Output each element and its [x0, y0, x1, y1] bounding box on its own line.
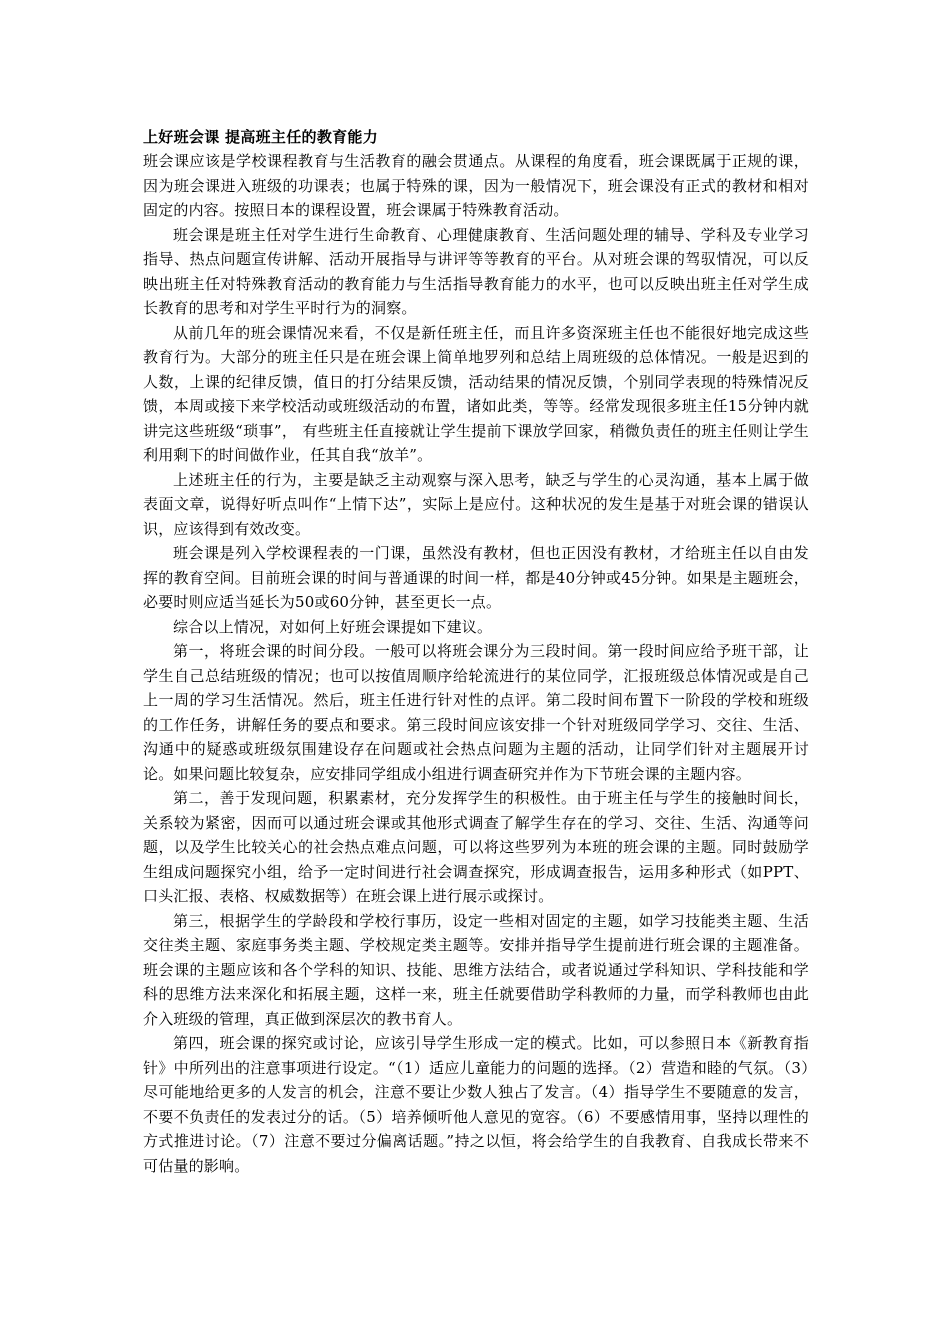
- document-title: 上好班会课 提高班主任的教育能力: [143, 128, 379, 146]
- paragraph-intro: 班会课应该是学校课程教育与生活教育的融会贯通点。从课程的角度看，班会课既属于正规的课，因为班会课进入班级的功课表；也属于特殊的课，因为一般情况下，班会课没有正式的教材和相对固定的内容。按照日本的课程设置，班会课属于特殊教育活动。: [143, 152, 809, 219]
- document-page: [143, 125, 809, 1178]
- paragraph-suggestion-4: 第四，班会课的探究或讨论，应该引导学生形成一定的模式。比如，可以参照日本《新教育指针》中所列出的注意事项进行设定。“（1）适应儿童能力的问题的选择。（2）营造和睦的气氛。（3）尽可能地给更多的人发言的机会，注意不要让少数人独占了发言。（4）指导学生不要随意的发言，不要不负责任的发表过分的话。（5）培养倾听他人意见的宽容。（6）不要感情用事，坚持以理性的方式推进讨论。（7）注意不要过分偏离话题。”持之以恒，将会给学生的自我教育、自我成长带来不可估量的影响。: [143, 1034, 809, 1175]
- paragraph: 上述班主任的行为，主要是缺乏主动观察与深入思考，缺乏与学生的心灵沟通，基本上属于做表面文章，说得好听点叫作“上情下达”，实际上是应付。这种状况的发生是基于对班会课的错误认识，应该得到有效改变。: [143, 470, 809, 538]
- paragraph: 综合以上情况，对如何上好班会课提如下建议。: [173, 617, 493, 636]
- paragraph-suggestion-1: 第一，将班会课的时间分段。一般可以将班会课分为三段时间。第一段时间应给予班干部，让学生自己总结班级的情况；也可以按值周顺序给轮流进行的某位同学，汇报班级总体情况或是自己上一周的学习生活情况。然后，班主任进行针对性的点评。第二段时间布置下一阶段的学校和班级的工作任务，讲解任务的要点和要求。第三段时间应该安排一个针对班级同学学习、交往、生活、沟通中的疑惑或班级氛围建设存在问题或社会热点问题为主题的活动，让同学们针对主题展开讨论。如果问题比较复杂，应安排同学组成小组进行调查研究并作为下节班会课的主题内容。: [143, 642, 809, 783]
- paragraph-suggestion-2: 第二，善于发现问题，积累素材，充分发挥学生的积极性。由于班主任与学生的接触时间长，关系较为紧密，因而可以通过班会课或其他形式调查了解学生存在的学习、交往、生活、沟通等问题，以及学生比较关心的社会热点难点问题，可以将这些罗列为本班的班会课的主题。同时鼓励学生组成问题探究小组，给予一定时间进行社会调查探究，形成调查报告，运用多种形式（如PPT、口头汇报、表格、权威数据等）在班会课上进行展示或探讨。: [143, 789, 809, 905]
- paragraph: 从前几年的班会课情况来看，不仅是新任班主任，而且许多资深班主任也不能很好地完成这些教育行为。大部分的班主任只是在班会课上简单地罗列和总结上周班级的总体情况。一般是迟到的人数，上课的纪律反馈，值日的打分结果反馈，活动结果的情况反馈，个别同学表现的特殊情况反馈，本周或接下来学校活动或班级活动的布置，诸如此类，等等。经常发现很多班主任15分钟内就讲完这些班级“琐事”， 有些班主任直接就让学生提前下课放学回家，稍微负责任的班主任则让学生利用剩下的时间做作业，任其自我“放羊”。: [143, 323, 809, 464]
- paragraph-suggestion-3: 第三，根据学生的学龄段和学校行事历，设定一些相对固定的主题，如学习技能类主题、生活交往类主题、家庭事务类主题、学校规定类主题等。安排并指导学生提前进行班会课的主题准备。班会课的主题应该和各个学科的知识、技能、思维方法结合，或者说通过学科知识、学科技能和学科的思维方法来深化和拓展主题，这样一来，班主任就要借助学科教师的力量，而学科教师也由此介入班级的管理，真正做到深层次的教书育人。: [143, 911, 809, 1028]
- paragraph: 班会课是列入学校课程表的一门课，虽然没有教材，但也正因没有教材，才给班主任以自由发挥的教育空间。目前班会课的时间与普通课的时间一样，都是40分钟或45分钟。如果是主题班会，必要时则应适当延长为50或60分钟，甚至更长一点。: [143, 544, 809, 611]
- paragraph: 班会课是班主任对学生进行生命教育、心理健康教育、生活问题处理的辅导、学科及专业学习指导、热点问题宣传讲解、活动开展指导与讲评等等教育的平台。从对班会课的驾驭情况，可以反映出班主任对特殊教育活动的教育能力与生活指导教育能力的水平，也可以反映出班主任对学生成长教育的思考和对学生平时行为的洞察。: [143, 225, 809, 317]
